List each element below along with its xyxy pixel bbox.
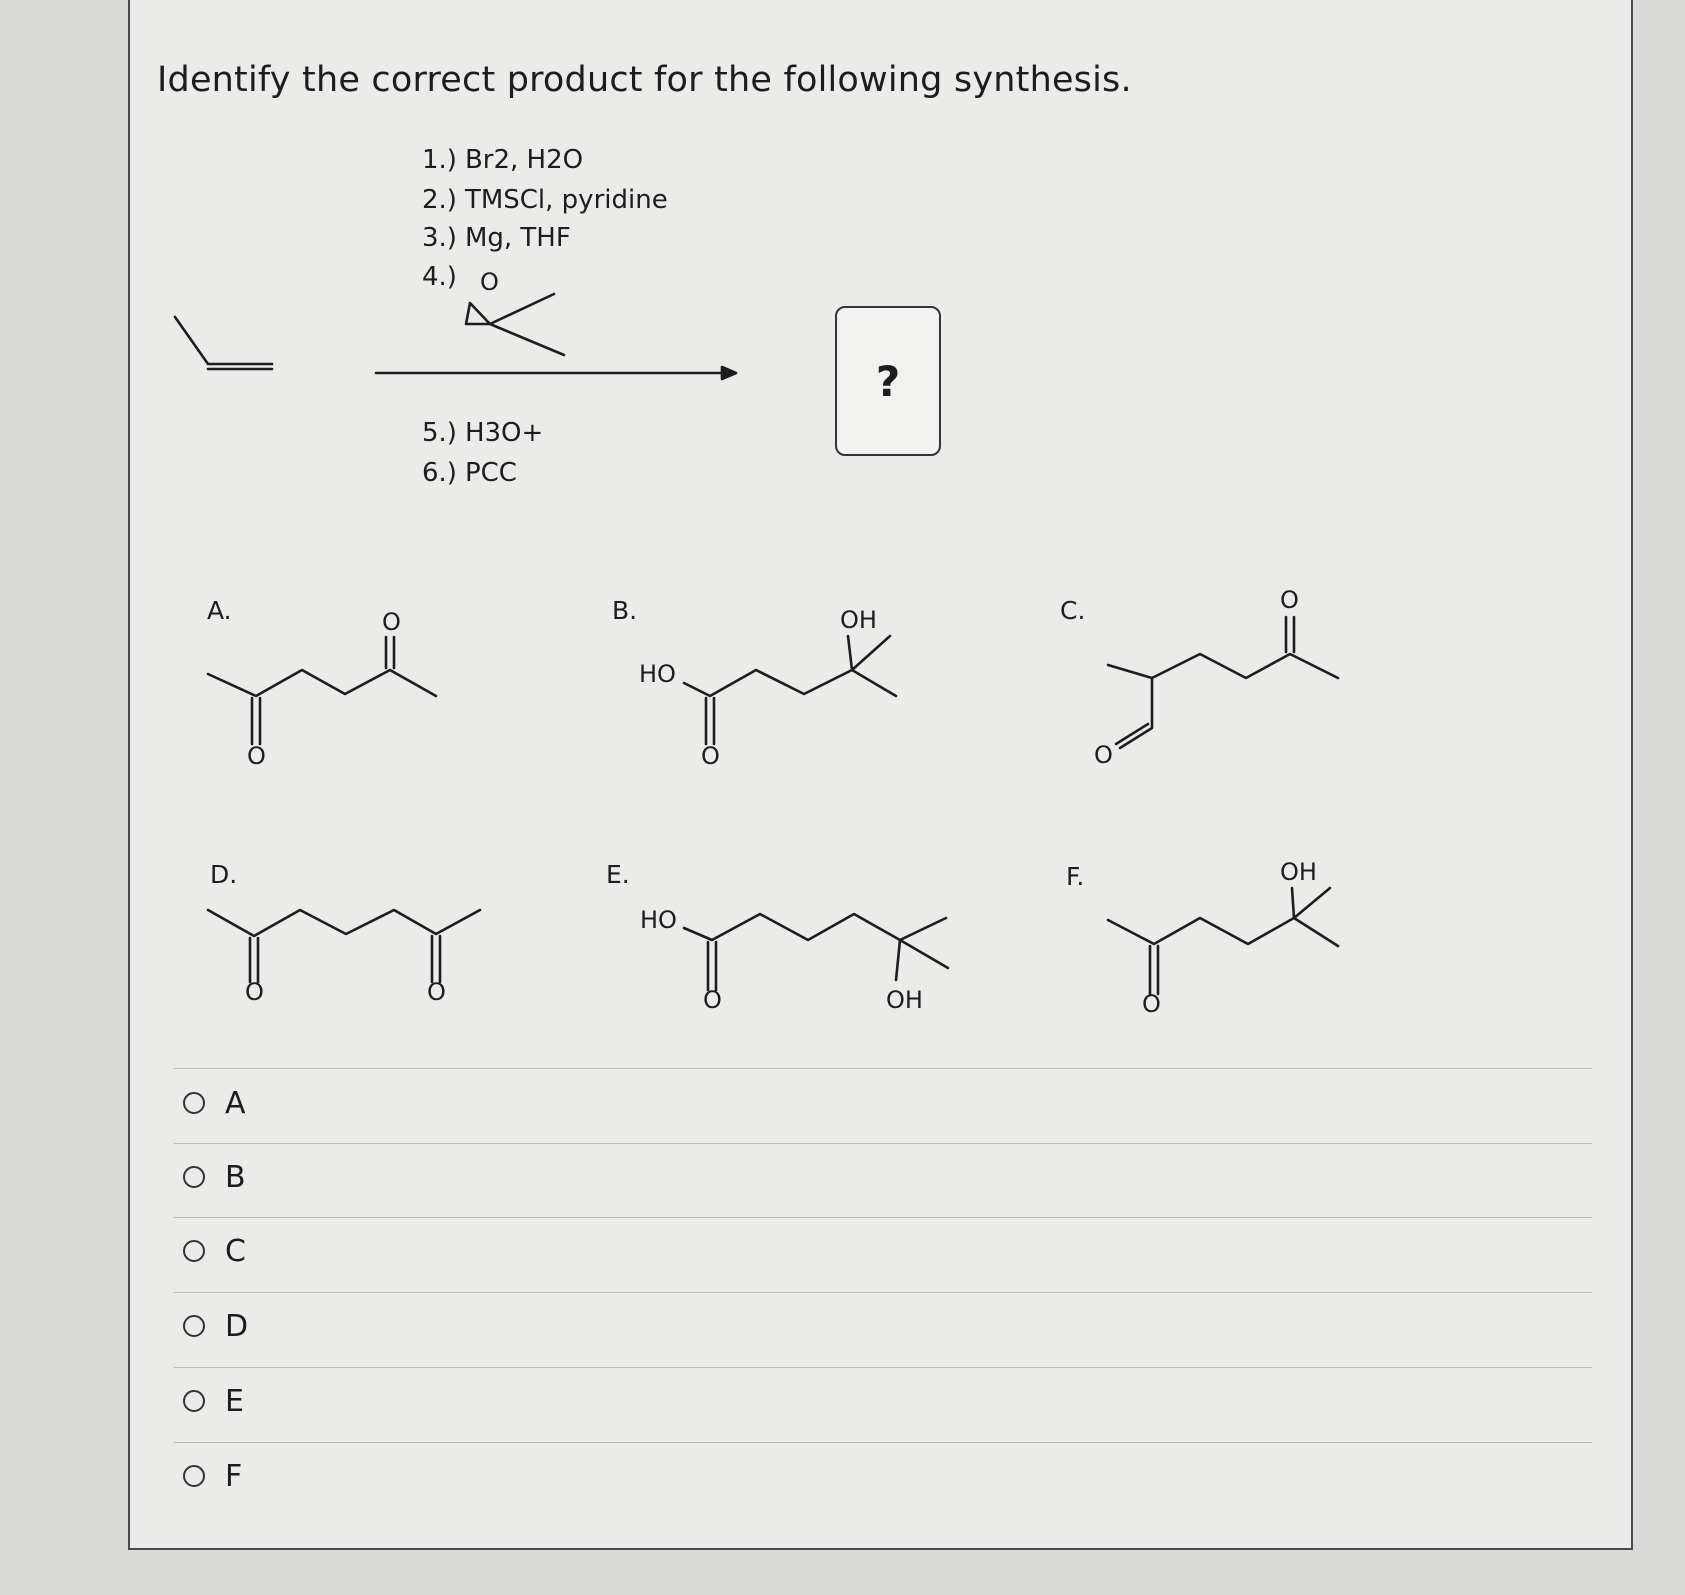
atom-label-o: O xyxy=(245,978,264,1006)
atom-label-ho: HO xyxy=(639,660,676,688)
step-number: 1.) xyxy=(422,145,457,175)
choice-label: A xyxy=(225,1085,246,1121)
step-number: 6.) xyxy=(422,458,457,488)
structure-a xyxy=(208,637,436,744)
reagent-text: Br2, H2O xyxy=(464,145,584,175)
answer-choice-d[interactable] xyxy=(183,1306,248,1346)
divider xyxy=(174,1217,1592,1218)
structure-label-f: F. xyxy=(1066,862,1085,891)
atom-label-o: O xyxy=(701,742,720,770)
reagent-text: Mg, THF xyxy=(464,223,571,253)
atom-label-o: O xyxy=(1280,586,1299,614)
atom-label-oh: OH xyxy=(886,986,923,1014)
choice-label: C xyxy=(225,1233,246,1269)
reagent-text: PCC xyxy=(464,458,517,488)
structure-label-b: B. xyxy=(612,596,638,625)
question-mark: ? xyxy=(875,356,901,406)
choice-label: E xyxy=(225,1383,244,1419)
structure-label-d: D. xyxy=(210,860,238,889)
answer-choice-a[interactable] xyxy=(183,1083,246,1123)
reagent-text: TMSCl, pyridine xyxy=(464,185,668,215)
atom-label-o: O xyxy=(382,608,401,636)
reaction-arrow xyxy=(376,367,736,379)
answer-choice-f[interactable] xyxy=(183,1456,242,1496)
divider xyxy=(174,1442,1592,1443)
step-number: 2.) xyxy=(422,185,457,215)
epoxide-structure xyxy=(466,294,564,355)
reagent-text: H3O+ xyxy=(464,418,544,448)
answer-choice-c[interactable] xyxy=(183,1231,246,1271)
divider xyxy=(174,1068,1592,1069)
divider xyxy=(174,1367,1592,1368)
answer-choice-b[interactable] xyxy=(183,1157,246,1197)
radio-button[interactable] xyxy=(183,1315,205,1337)
radio-button[interactable] xyxy=(183,1092,205,1114)
step-number: 3.) xyxy=(422,223,457,253)
structure-b xyxy=(684,636,896,744)
structure-f xyxy=(1108,888,1338,994)
choice-label: F xyxy=(225,1458,243,1494)
radio-button[interactable] xyxy=(183,1166,205,1188)
divider xyxy=(174,1292,1592,1293)
radio-button[interactable] xyxy=(183,1465,205,1487)
atom-label-oh: OH xyxy=(1280,858,1317,886)
step-number: 4.) xyxy=(422,262,457,292)
structure-label-e: E. xyxy=(606,860,630,889)
atom-label-o: O xyxy=(703,986,722,1014)
question-text: Identify the correct product for the following synthesis. xyxy=(157,60,1132,100)
epoxide-oxygen: O xyxy=(480,268,499,296)
structure-label-a: A. xyxy=(207,596,232,625)
atom-label-oh: OH xyxy=(840,606,877,634)
starting-alkene xyxy=(175,317,272,369)
radio-button[interactable] xyxy=(183,1240,205,1262)
step-number: 5.) xyxy=(422,418,457,448)
structure-d xyxy=(208,910,480,982)
choice-label: D xyxy=(225,1308,249,1344)
choice-label: B xyxy=(225,1159,246,1195)
structure-e xyxy=(684,914,948,990)
structure-c xyxy=(1108,617,1338,748)
atom-label-o: O xyxy=(247,742,266,770)
atom-label-o: O xyxy=(427,978,446,1006)
structure-label-c: C. xyxy=(1060,596,1086,625)
atom-label-ho: HO xyxy=(640,906,677,934)
atom-label-o: O xyxy=(1094,741,1113,769)
radio-button[interactable] xyxy=(183,1390,205,1412)
divider xyxy=(174,1143,1592,1144)
answer-choice-e[interactable] xyxy=(183,1381,244,1421)
atom-label-o: O xyxy=(1142,990,1161,1018)
